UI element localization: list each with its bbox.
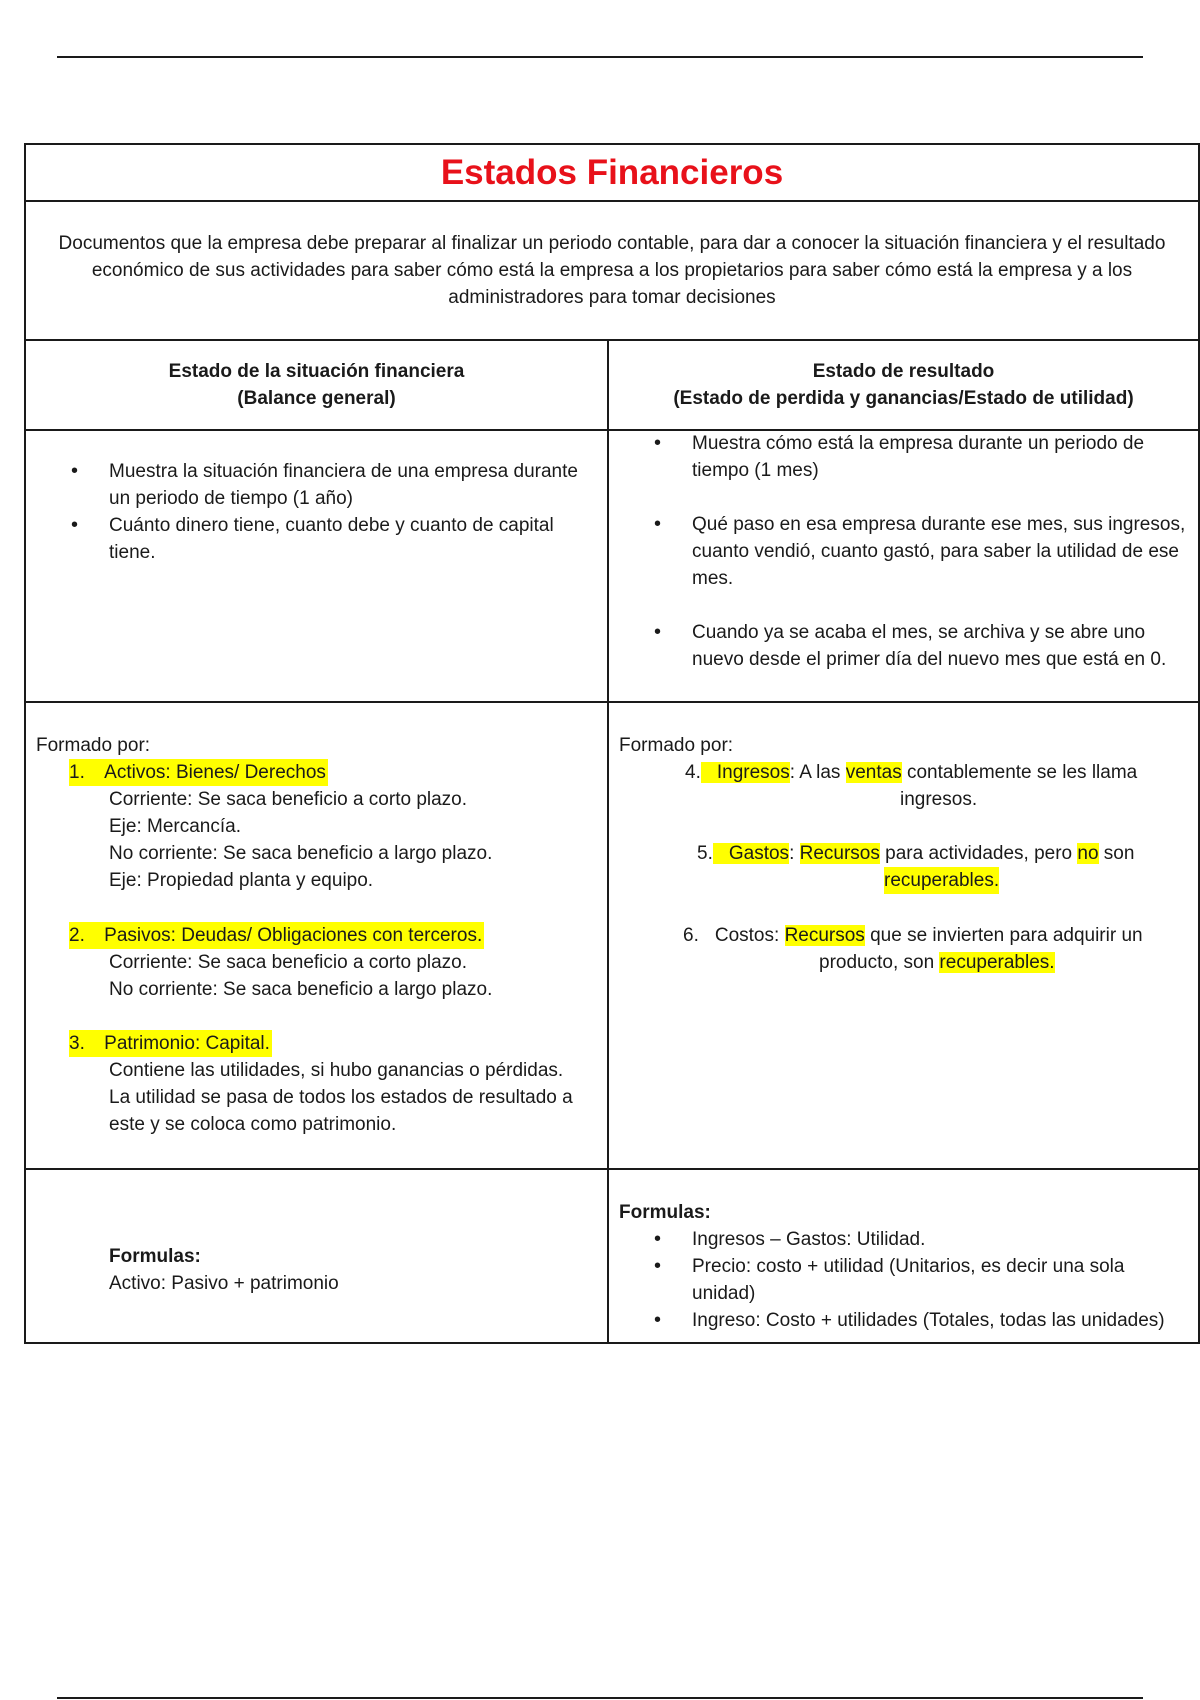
patrimonio-line: Contiene las utilidades, si hubo ganancias o pérdidas. <box>109 1060 564 1081</box>
activos-line: No corriente: Se saca beneficio a largo plazo. <box>109 843 493 864</box>
pasivos-line: Corriente: Se saca beneficio a corto plazo. <box>109 952 468 973</box>
costos-text: producto, son <box>819 952 940 973</box>
patrimonio-line: La utilidad se pasa de todos los estados de resultado a <box>109 1087 573 1108</box>
right-formulas-label: Formulas: <box>619 1202 711 1223</box>
right-heading-line2: (Estado de perdida y ganancias/Estado de utilidad) <box>673 388 1134 409</box>
left-formula: Activo: Pasivo + patrimonio <box>109 1273 339 1294</box>
right-components-cell <box>608 702 1199 1169</box>
right-components <box>610 704 1197 1167</box>
patrimonio-line: este y se coloca como patrimonio. <box>109 1114 397 1135</box>
financial-statements-table <box>24 143 1200 1344</box>
left-bullets-cell <box>25 430 608 702</box>
list-item: • Precio: costo + utilidad (Unitarios, es decir una sola unidad) <box>610 1253 1193 1307</box>
recuperables-highlight: recuperables. <box>884 867 999 894</box>
left-formulas <box>27 1171 606 1341</box>
list-item: • Cuando ya se acaba el mes, se archiva y se abre uno nuevo desde el primer día del nuevo mes que está en 0. <box>610 619 1191 673</box>
page-title: Estados Financieros <box>440 152 784 192</box>
title-cell <box>25 144 1199 201</box>
pasivos-title: Pasivos: Deudas/ Obligaciones con terceros. <box>104 925 483 946</box>
left-components-cell <box>25 702 608 1169</box>
activos-line: Eje: Propiedad planta y equipo. <box>109 870 374 891</box>
right-formula-list <box>610 1226 1197 1334</box>
pasivos-line: No corriente: Se saca beneficio a largo plazo. <box>109 979 493 1000</box>
no-highlight: no <box>1077 843 1099 864</box>
recursos-highlight: Recursos <box>799 843 880 864</box>
activos-line: Eje: Mercancía. <box>109 816 241 837</box>
left-heading-cell <box>25 340 608 430</box>
ingresos-item <box>685 759 1137 786</box>
left-bullet-list <box>27 458 606 566</box>
ingresos-label: Ingresos <box>701 762 790 783</box>
right-bullets-cell <box>608 430 1199 702</box>
costos-continuation <box>819 949 1055 976</box>
costos-text: que se invierten para adquirir un <box>864 925 1143 946</box>
right-formulas-cell <box>608 1169 1199 1343</box>
gastos-number: 5. <box>697 843 713 864</box>
left-heading-line1: Estado de la situación financiera <box>168 361 465 382</box>
list-item: • Ingreso: Costo + utilidades (Totales, todas las unidades) <box>610 1307 1193 1334</box>
gastos-text: para actividades, pero <box>879 843 1078 864</box>
list-item: • Qué paso en esa empresa durante ese mes, sus ingresos, cuanto vendió, cuanto gastó, para saber la utilidad de ese mes. <box>610 511 1191 592</box>
list-item: • Ingresos – Gastos: Utilidad. <box>610 1226 1193 1253</box>
right-formado-por: Formado por: <box>619 735 734 756</box>
patrimonio-title: Patrimonio: Capital. <box>104 1033 270 1054</box>
activos-number: 1. <box>69 762 85 783</box>
ingresos-text: : A las <box>789 762 846 783</box>
right-heading-cell <box>608 340 1199 430</box>
ventas-highlight: ventas <box>845 762 902 783</box>
left-formado-por: Formado por: <box>36 735 151 756</box>
gastos-text: son <box>1098 843 1135 864</box>
ingresos-text: contablemente se les llama <box>901 762 1138 783</box>
gastos-text: : <box>789 843 800 864</box>
gastos-label: Gastos <box>713 843 789 864</box>
gastos-item <box>697 840 1134 867</box>
ingresos-continuation: ingresos. <box>900 789 978 810</box>
list-item: • Muestra cómo está la empresa durante un periodo de tiempo (1 mes) <box>610 430 1191 484</box>
ingresos-number: 4. <box>685 762 701 783</box>
list-item: • Muestra la situación financiera de una empresa durante un periodo de tiempo (1 año) <box>27 458 586 512</box>
costos-label: Costos: <box>714 925 785 946</box>
list-item: • Cuánto dinero tiene, cuanto debe y cuanto de capital tiene. <box>27 512 586 566</box>
costos-item <box>683 922 1143 949</box>
pasivos-item <box>69 922 484 949</box>
patrimonio-number: 3. <box>69 1033 85 1054</box>
description-cell <box>25 201 1199 340</box>
left-components <box>27 704 606 1167</box>
pasivos-number: 2. <box>69 925 85 946</box>
right-bullet-list <box>610 430 1197 673</box>
description-text: Documentos que la empresa debe preparar al finalizar un periodo contable, para dar a conocer la situación financiera y el resultado económico de sus actividades para saber cómo está la empresa a los propietarios para saber cómo está la empresa y a los administradores para tomar decisiones <box>58 233 1166 308</box>
activos-title: Activos: Bienes/ Derechos <box>104 762 326 783</box>
recursos-highlight: Recursos <box>784 925 865 946</box>
recuperables-highlight: recuperables. <box>939 952 1055 973</box>
header-rule <box>57 56 1143 58</box>
right-heading-line1: Estado de resultado <box>812 361 995 382</box>
left-formulas-cell <box>25 1169 608 1343</box>
footer-rule <box>57 1697 1143 1699</box>
patrimonio-item <box>69 1030 272 1057</box>
activos-item <box>69 759 328 786</box>
activos-line: Corriente: Se saca beneficio a corto plazo. <box>109 789 468 810</box>
left-heading-line2: (Balance general) <box>237 388 396 409</box>
left-formulas-label: Formulas: <box>109 1246 201 1267</box>
costos-number: 6. <box>683 925 699 946</box>
